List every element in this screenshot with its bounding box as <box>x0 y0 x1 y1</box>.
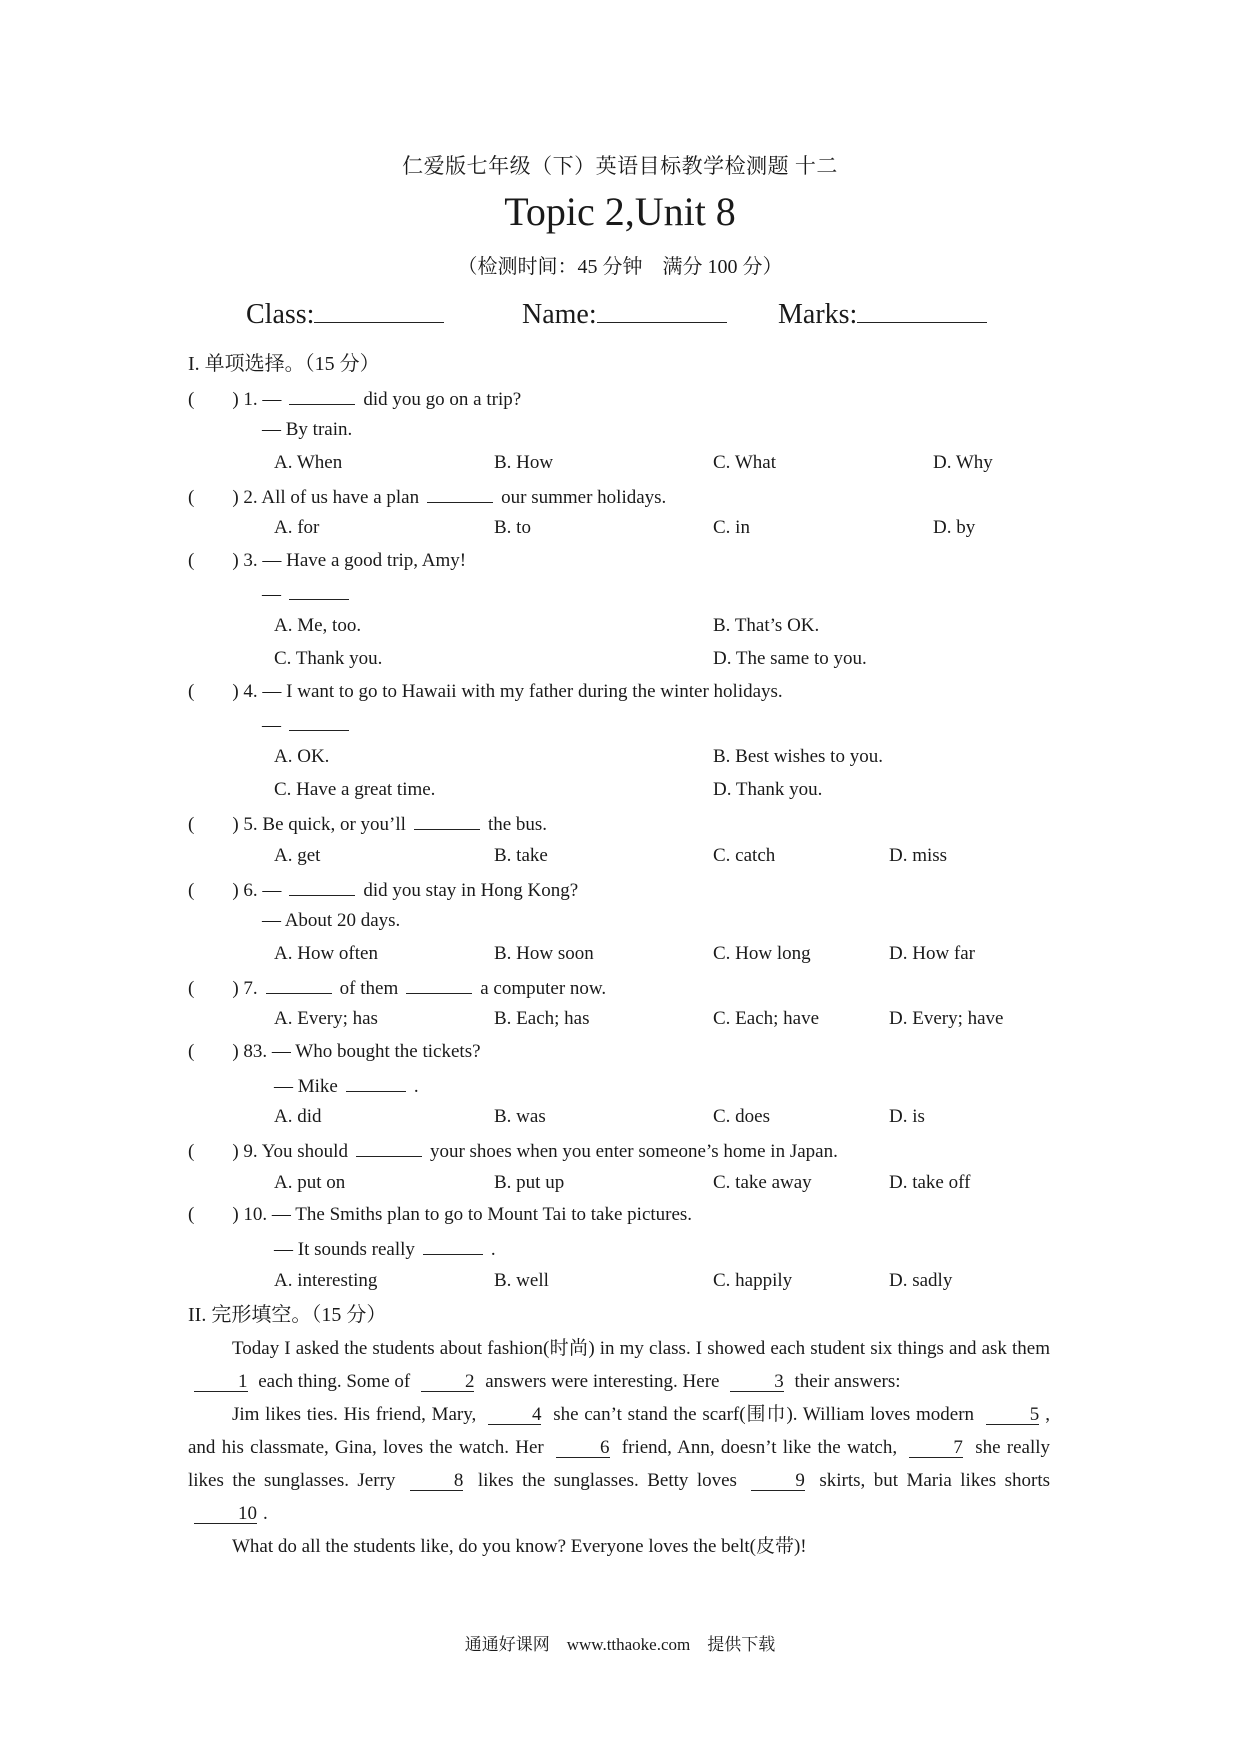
option-c: C. catch <box>713 845 776 866</box>
section2-heading: II. 完形填空。（15 分） <box>188 1304 387 1326</box>
cloze-blank: 1 <box>194 1373 248 1392</box>
option-c: C. Thank you. <box>274 648 383 669</box>
option-c: C. How long <box>713 943 811 964</box>
reply-text: — Mike <box>274 1076 338 1097</box>
option-b: B. Best wishes to you. <box>713 746 883 767</box>
question-6 <box>188 877 578 903</box>
option-b: B. Each; has <box>494 1008 590 1029</box>
passage-text: their answers: <box>794 1371 901 1392</box>
option-a: A. get <box>274 845 321 866</box>
question-stem: your shoes when you enter someone’s home in Japan. <box>429 1141 838 1162</box>
option-a: A. Every; has <box>274 1008 378 1029</box>
answer-blank <box>423 1236 483 1255</box>
option-d: D. Why <box>933 452 993 473</box>
option-b: B. put up <box>494 1172 565 1193</box>
option-a: A. How often <box>274 943 378 964</box>
q8-reply <box>274 1073 419 1099</box>
answer-blank <box>356 1138 422 1157</box>
passage-text: she really likes the sunglasses. Jerry <box>188 1437 1051 1491</box>
passage-text: skirts, but Maria likes shorts <box>819 1470 1051 1491</box>
cloze-paragraph-3: What do all the students like, do you know? Everyone loves the belt(皮带)! <box>232 1536 807 1557</box>
q3-reply <box>262 581 357 607</box>
answer-blank <box>266 975 332 994</box>
option-d: D. Thank you. <box>713 779 823 800</box>
class-field <box>246 296 444 331</box>
question-stem: a computer now. <box>480 978 607 999</box>
question-number: ( ) 5. Be quick, or you’ll <box>188 814 406 835</box>
answer-blank <box>427 484 493 503</box>
cloze-blank: 3 <box>730 1373 784 1392</box>
question-5 <box>188 811 547 837</box>
option-b: B. well <box>494 1270 549 1291</box>
option-c: C. Each; have <box>713 1008 820 1029</box>
option-c: C. take away <box>713 1172 812 1193</box>
cloze-paragraph-2 <box>188 1398 1050 1530</box>
question-stem: of them <box>339 978 399 999</box>
option-a: A. for <box>274 517 320 538</box>
exam-subtitle: 仁爱版七年级（下）英语目标教学检测题 十二 <box>402 154 838 178</box>
question-number: ( ) 2. All of us have a plan <box>188 487 420 508</box>
question-2 <box>188 484 666 510</box>
option-d: D. Every; have <box>889 1008 1004 1029</box>
exam-title: Topic 2,Unit 8 <box>504 189 736 234</box>
option-a: A. When <box>274 452 343 473</box>
question-7 <box>188 975 606 1001</box>
passage-text: Today I asked the students about fashion(时尚) in my class. I showed each student six things and ask them <box>232 1338 1050 1359</box>
footer-source: 通通好课网 www.tthaoke.com 提供下载 <box>464 1635 776 1654</box>
passage-text: she can’t stand the scarf(围巾). William loves modern <box>553 1404 975 1425</box>
answer-blank <box>289 581 349 600</box>
section1-heading: I. 单项选择。（15 分） <box>188 353 380 375</box>
question-8: ( ) 83. — Who bought the tickets? <box>188 1041 481 1062</box>
option-d: D. The same to you. <box>713 648 867 669</box>
option-d: D. sadly <box>889 1270 953 1291</box>
answer-blank <box>289 877 355 896</box>
passage-text: likes the sunglasses. Betty loves <box>477 1470 737 1491</box>
option-b: B. How <box>494 452 554 473</box>
option-a: A. Me, too. <box>274 615 362 636</box>
q4-reply <box>262 712 357 738</box>
answer-blank <box>406 975 472 994</box>
cloze-passage <box>188 1332 1050 1563</box>
question-3: ( ) 3. — Have a good trip, Amy! <box>188 550 467 571</box>
question-stem: our summer holidays. <box>501 487 667 508</box>
class-label: Class: <box>246 299 315 330</box>
passage-text: each thing. Some of <box>258 1371 411 1392</box>
cloze-blank: 10 <box>194 1505 257 1524</box>
option-c: C. Have a great time. <box>274 779 436 800</box>
passage-text: , and his classmate, Gina, loves the watch. Her <box>188 1404 1050 1458</box>
q6-reply: — About 20 days. <box>262 910 401 931</box>
marks-blank[interactable] <box>857 296 987 323</box>
option-c: C. in <box>713 517 750 538</box>
class-blank[interactable] <box>314 296 444 323</box>
question-1 <box>188 386 521 412</box>
cloze-blank: 9 <box>751 1472 805 1491</box>
cloze-blank: 5 <box>986 1406 1040 1425</box>
option-b: B. How soon <box>494 943 594 964</box>
option-a: A. put on <box>274 1172 346 1193</box>
option-b: B. That’s OK. <box>713 615 820 636</box>
cloze-paragraph-1 <box>188 1332 1050 1398</box>
cloze-blank: 4 <box>488 1406 542 1425</box>
question-number: ( ) 9. You should <box>188 1141 348 1162</box>
question-number: ( ) 7. <box>188 978 258 999</box>
reply-end: . <box>490 1239 496 1260</box>
q1-reply: — By train. <box>262 419 353 440</box>
reply-text: — It sounds really <box>274 1239 415 1260</box>
passage-text: friend, Ann, doesn’t like the watch, <box>621 1437 898 1458</box>
q10-reply <box>274 1236 496 1262</box>
option-b: B. to <box>494 517 531 538</box>
option-c: C. does <box>713 1106 770 1127</box>
cloze-blank: 6 <box>556 1439 610 1458</box>
question-10: ( ) 10. — The Smiths plan to go to Mount Tai to take pictures. <box>188 1204 693 1225</box>
reply-dash: — <box>262 715 281 736</box>
reply-end: . <box>413 1076 419 1097</box>
option-d: D. by <box>933 517 976 538</box>
passage-text: Jim likes ties. His friend, Mary, <box>232 1404 477 1425</box>
passage-text: answers were interesting. Here <box>485 1371 720 1392</box>
reply-dash: — <box>262 584 281 605</box>
option-d: D. take off <box>889 1172 971 1193</box>
passage-text: . <box>263 1503 268 1524</box>
question-4: ( ) 4. — I want to go to Hawaii with my father during the winter holidays. <box>188 681 783 702</box>
option-a: A. did <box>274 1106 322 1127</box>
option-c: C. happily <box>713 1270 793 1291</box>
question-stem: did you go on a trip? <box>363 389 522 410</box>
name-field <box>522 296 727 331</box>
answer-blank <box>289 712 349 731</box>
option-b: B. take <box>494 845 548 866</box>
marks-field <box>778 296 987 331</box>
option-a: A. interesting <box>274 1270 378 1291</box>
cloze-blank: 7 <box>909 1439 963 1458</box>
option-a: A. OK. <box>274 746 330 767</box>
answer-blank <box>414 811 480 830</box>
marks-label: Marks: <box>778 299 858 330</box>
question-stem: did you stay in Hong Kong? <box>363 880 579 901</box>
name-label: Name: <box>522 299 597 330</box>
question-number: ( ) 1. — <box>188 389 282 410</box>
option-d: D. is <box>889 1106 925 1127</box>
option-b: B. was <box>494 1106 546 1127</box>
answer-blank <box>346 1073 406 1092</box>
name-blank[interactable] <box>597 296 727 323</box>
answer-blank <box>289 386 355 405</box>
question-9 <box>188 1138 838 1164</box>
question-number: ( ) 6. — <box>188 880 282 901</box>
cloze-blank: 8 <box>410 1472 464 1491</box>
option-d: D. How far <box>889 943 976 964</box>
time-info: （检测时间：45 分钟 满分 100 分） <box>457 256 783 278</box>
question-stem: the bus. <box>487 814 548 835</box>
option-d: D. miss <box>889 845 948 866</box>
option-c: C. What <box>713 452 776 473</box>
cloze-blank: 2 <box>421 1373 475 1392</box>
